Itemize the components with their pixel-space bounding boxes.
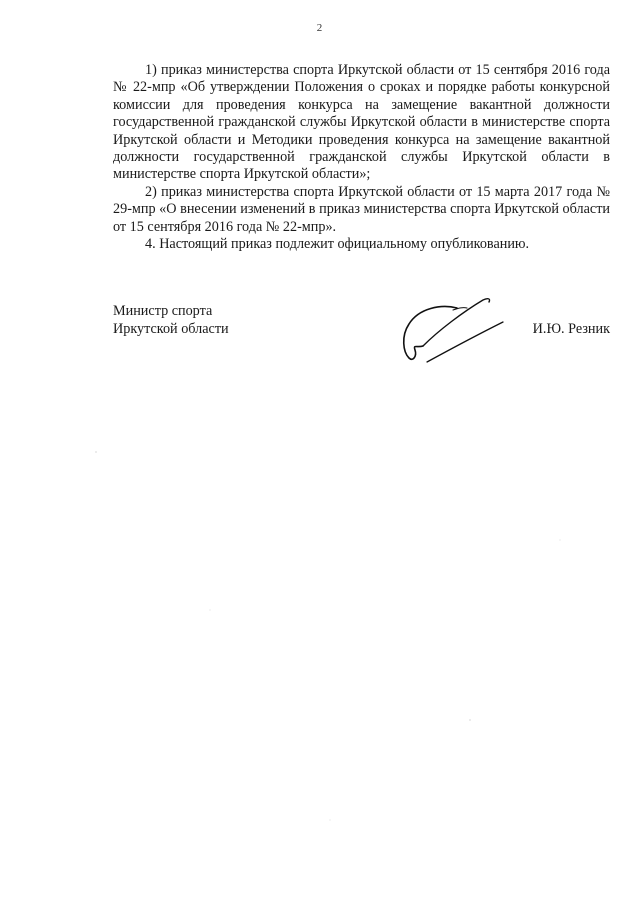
signatory-name: И.Ю. Резник xyxy=(532,321,610,337)
paragraph-item-4: 4. Настоящий приказ подлежит официальному опубликованию. xyxy=(145,236,530,253)
signatory-title-line-1: Министр спорта xyxy=(113,303,213,319)
signatory-title xyxy=(113,302,229,338)
page-number: 2 xyxy=(316,22,323,34)
document-body xyxy=(113,62,610,253)
paragraph-item-2: 2) приказ министерства спорта Иркутской области от 15 марта 2017 года № 29-мпр «О внесении изменений в приказ министерства спорта Иркутской области от 15 сентября 2016 года № 22-мпр». xyxy=(113,183,610,235)
signature-block xyxy=(113,302,610,372)
signatory-title-line-2: Иркутской области xyxy=(113,321,229,337)
handwritten-signature-icon xyxy=(393,290,513,380)
paragraph-item-1: 1) приказ министерства спорта Иркутской области от 15 сентября 2016 года № 22-мпр «Об утверждении Положения о сроках и порядке работы конкурсной комиссии для проведения конкурса на замещение вакантной должности государственной гражданской службы Иркутской области в министерстве спорта Иркутской области и Методики проведения конкурса на замещение вакантной должности государственной гражданской службы Иркутской области в министерстве спорта Иркутской области»; xyxy=(113,62,610,183)
